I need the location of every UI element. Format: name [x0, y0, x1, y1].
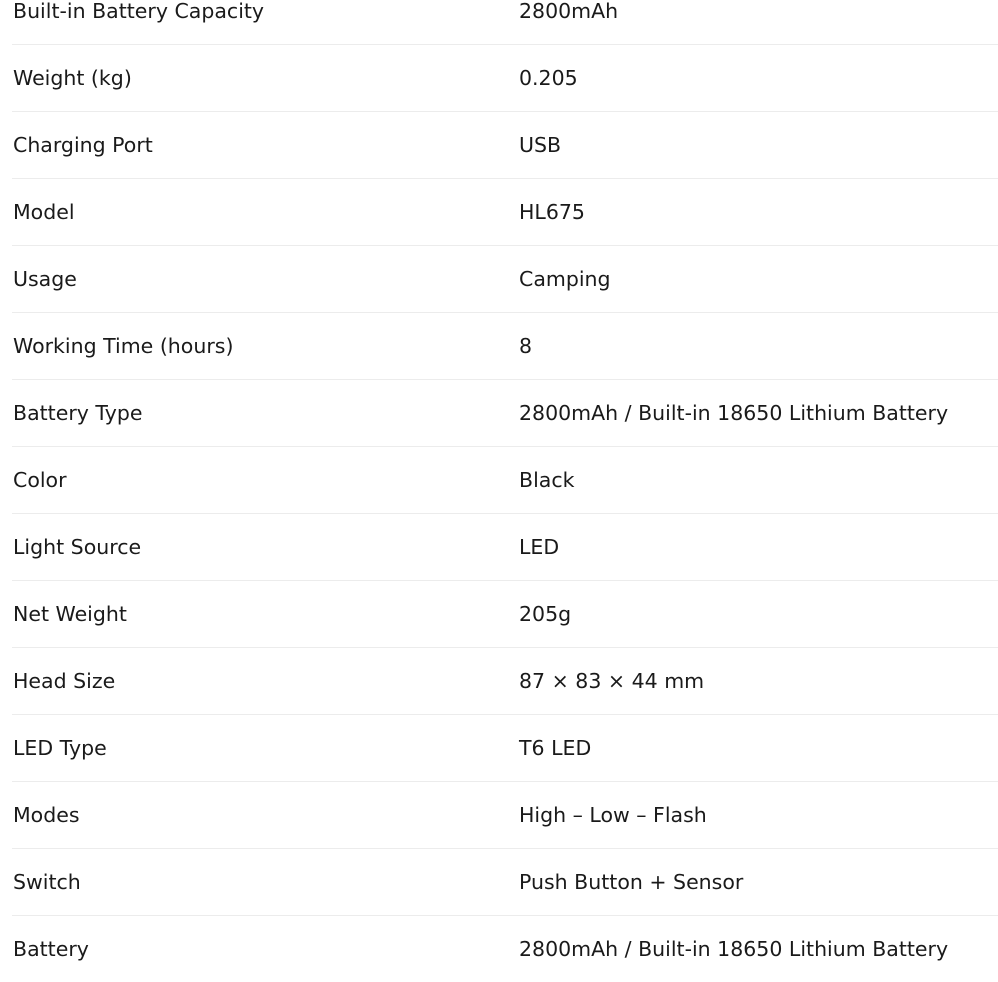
spec-row	[12, 380, 998, 447]
spec-value: USB	[518, 112, 998, 179]
spec-row	[12, 514, 998, 581]
spec-label: Head Size	[12, 648, 518, 715]
spec-row	[12, 849, 998, 916]
spec-row	[12, 782, 998, 849]
spec-value: HL675	[518, 179, 998, 246]
spec-value: 2800mAh / Built-in 18650 Lithium Battery	[518, 380, 998, 447]
spec-row	[12, 112, 998, 179]
spec-label: Weight (kg)	[12, 45, 518, 112]
spec-label: Built-in Battery Capacity	[12, 0, 518, 45]
spec-label: Charging Port	[12, 112, 518, 179]
spec-value: 0.205	[518, 45, 998, 112]
spec-label: Color	[12, 447, 518, 514]
spec-row	[12, 45, 998, 112]
spec-value: 87 × 83 × 44 mm	[518, 648, 998, 715]
spec-label: Usage	[12, 246, 518, 313]
specifications-table	[12, 0, 998, 982]
spec-value: 2800mAh	[518, 0, 998, 45]
spec-value: LED	[518, 514, 998, 581]
spec-value: Black	[518, 447, 998, 514]
spec-row	[12, 715, 998, 782]
spec-value: 205g	[518, 581, 998, 648]
spec-row	[12, 916, 998, 982]
spec-label: Net Weight	[12, 581, 518, 648]
specifications-body	[12, 0, 998, 982]
spec-row	[12, 246, 998, 313]
spec-label: Model	[12, 179, 518, 246]
spec-label: Battery Type	[12, 380, 518, 447]
spec-row	[12, 447, 998, 514]
spec-row	[12, 648, 998, 715]
spec-value: 2800mAh / Built-in 18650 Lithium Battery	[518, 916, 998, 982]
spec-row	[12, 0, 998, 45]
spec-value: High – Low – Flash	[518, 782, 998, 849]
spec-label: Switch	[12, 849, 518, 916]
spec-row	[12, 179, 998, 246]
spec-label: Light Source	[12, 514, 518, 581]
spec-value: T6 LED	[518, 715, 998, 782]
spec-label: LED Type	[12, 715, 518, 782]
spec-label: Working Time (hours)	[12, 313, 518, 380]
spec-row	[12, 313, 998, 380]
spec-label: Modes	[12, 782, 518, 849]
spec-label: Battery	[12, 916, 518, 982]
spec-value: Camping	[518, 246, 998, 313]
spec-value: Push Button + Sensor	[518, 849, 998, 916]
spec-value: 8	[518, 313, 998, 380]
spec-row	[12, 581, 998, 648]
